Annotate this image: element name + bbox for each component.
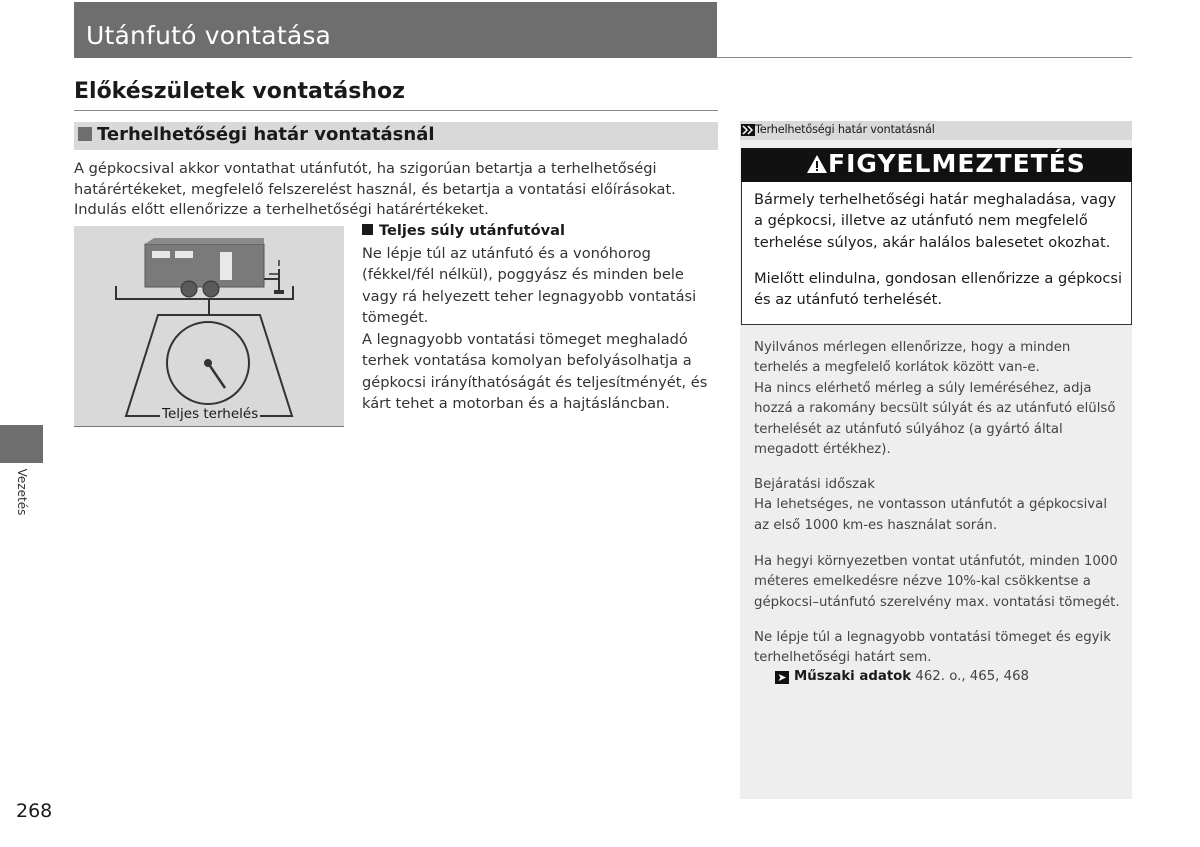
warning-text-1: Bármely terhelhetőségi határ meghaladása, vagy a gépkocsi, illetve az utánfutó nem megfelelő terhelése súlyos, akár halálos balesetet okozhat.: [754, 191, 1117, 251]
total-weight-paragraph-2: A legnagyobb vontatási tömeget meghaladó terhek vontatása komolyan befolyásolhatja a gépkocsi irányíthatóságát és teljesítményét, és kárt tehet a motorban és a hajtásláncban.: [362, 331, 708, 412]
spec-reference-label: Műszaki adatok: [794, 669, 912, 684]
section-heading: Előkészületek vontatáshoz: [74, 79, 405, 104]
figure-caption: Teljes terhelés: [162, 406, 259, 422]
section-rule: [74, 110, 718, 111]
intro-paragraph: A gépkocsival akkor vontathat utánfutót, ha szigorúan betartja a terhelhetőségi határértékeket, megfelelő felszerelést használ, és betartja a vontatási előírásokat. Indulás előtt ellenőrizze a terhelhetőségi határértékeket.: [74, 160, 676, 219]
total-weight-heading: [362, 222, 565, 239]
total-weight-paragraph-1: Ne lépje túl az utánfutó és a vonóhorog (fékkel/fél nélkül), poggyász és minden bele vagy rá helyezett teher legnagyobb vontatási tömegét.: [362, 245, 697, 326]
chapter-title: Utánfutó vontatása: [86, 21, 332, 50]
subsection-title: Terhelhetőségi határ vontatásnál: [97, 124, 435, 145]
warning-title: FIGYELMEZTETÉS: [828, 149, 1086, 178]
sidebar-paragraph-2: Bejáratási időszak Ha lehetséges, ne vontasson utánfutót a gépkocsival az első 1000 km-es használat során.: [754, 477, 1108, 533]
warning-triangle-icon: [806, 154, 828, 174]
sidebar-paragraph-4: Ne lépje túl a legnagyobb vontatási tömeget és egyik terhelhetőségi határt sem.: [754, 630, 1111, 666]
sidebar-paragraph-3: Ha hegyi környezetben vontat utánfutót, minden 1000 méteres emelkedésre nézve 10%-kal csökkentse a gépkocsi–utánfutó szerelvény max. vontatási tömegét.: [754, 554, 1120, 610]
trailer-on-scale-icon: [74, 226, 344, 427]
reference-arrow-icon: ➤: [775, 671, 789, 684]
chapter-side-label: Vezetés: [15, 468, 29, 516]
header-rule: [717, 57, 1132, 58]
chapter-side-tab: [0, 425, 43, 463]
sidebar-heading: Terhelhetőségi határ vontatásnál: [755, 123, 935, 136]
warning-text-2: Mielőtt elindulna, gondosan ellenőrizze a gépkocsi és az utánfutó terhelését.: [754, 270, 1123, 309]
double-arrow-icon: [741, 124, 755, 136]
spec-reference-link[interactable]: [775, 669, 1029, 684]
total-weight-heading-text: Teljes súly utánfutóval: [379, 222, 565, 239]
square-bullet-icon: [362, 224, 373, 235]
square-bullet-icon: [78, 127, 92, 141]
page-number: 268: [16, 800, 53, 822]
sidebar-paragraph-1: Nyilvános mérlegen ellenőrizze, hogy a minden terhelés a megfelelő korlátok között van-e. Ha nincs elérhető mérleg a súly leméréséhez, adja hozzá a rakomány becsült súlyát és az utánfutó elülső terhelését az utánfutó súlyához (a gyártó által megadott értékhez).: [754, 340, 1116, 458]
spec-reference-pages: 462. o., 465, 468: [911, 669, 1030, 684]
trailer-scale-illustration: [74, 226, 344, 427]
